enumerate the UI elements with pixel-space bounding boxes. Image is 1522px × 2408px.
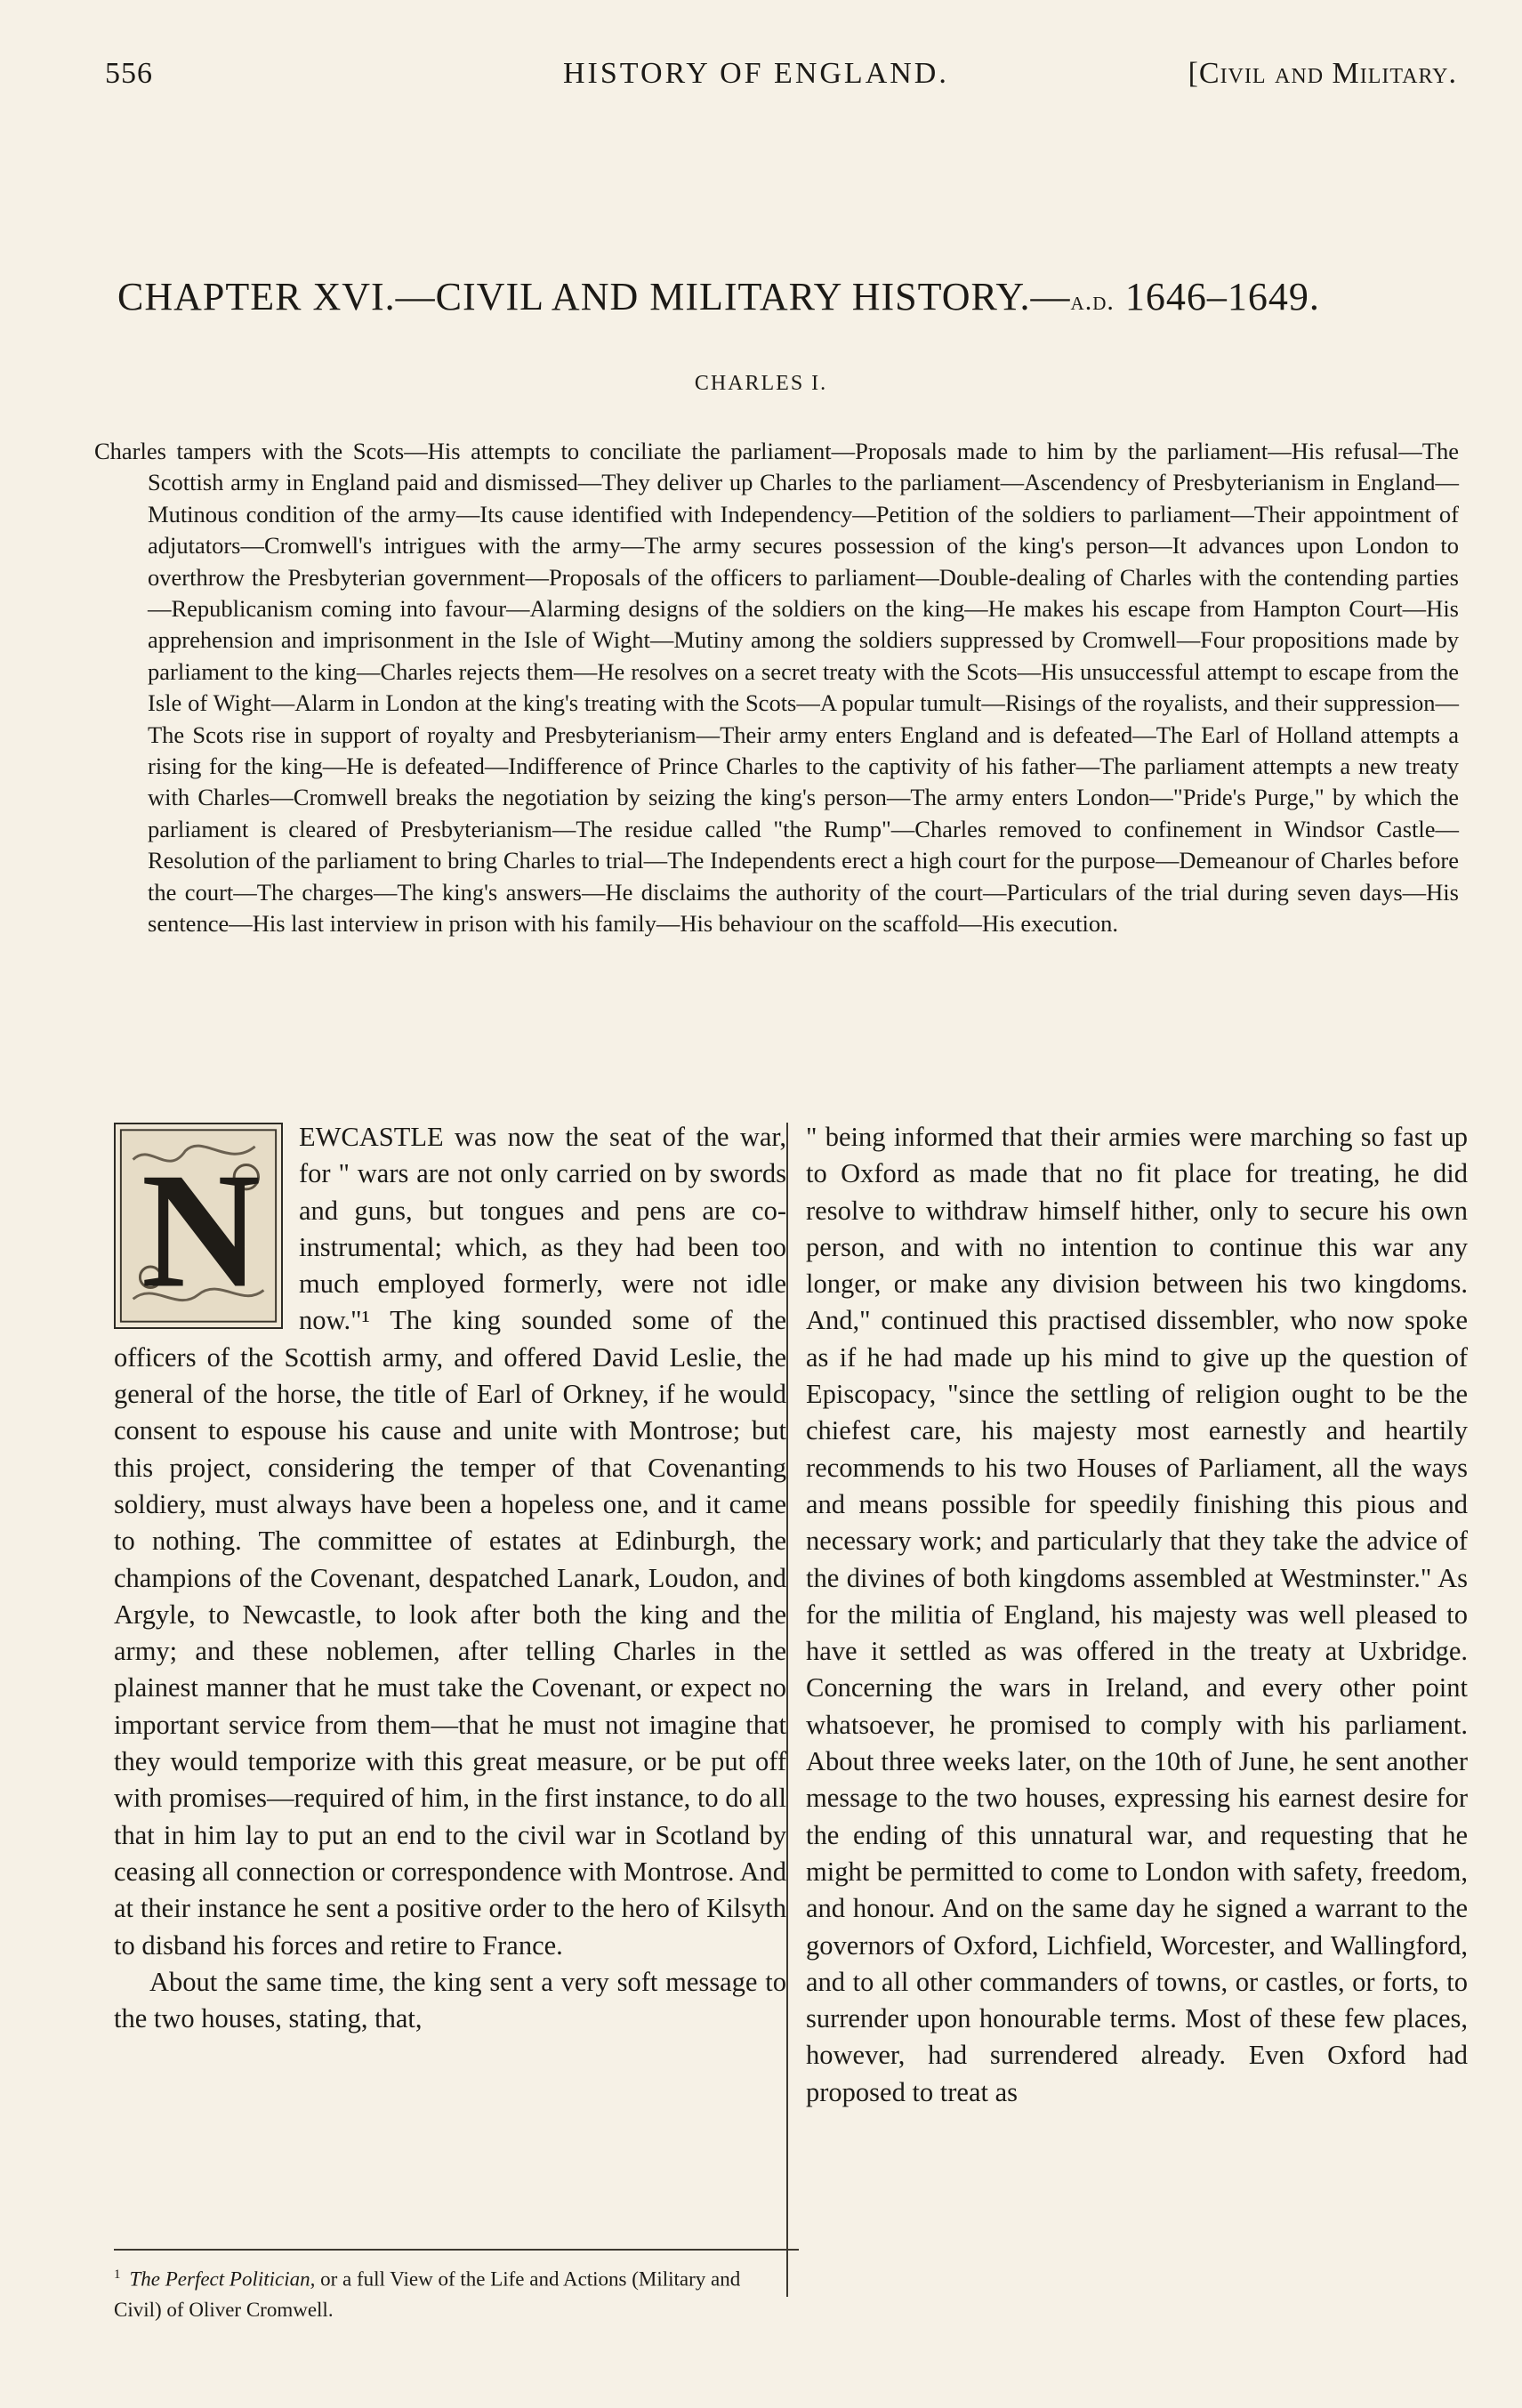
paragraph-2: About the same time, the king sent a very soft message to the two houses, stating, that, bbox=[114, 1966, 786, 2034]
column-divider bbox=[786, 1123, 788, 2297]
chapter-argument: Charles tampers with the Scots—His attempts to conciliate the parliament—Proposals made to him by the parliament—His refusal—The Scottish army in England paid and dismissed—They deliver up Charles to the parliament—Ascendency of Presbyterianism in England—Mutinous condition of the army—Its cause identified with Independency—Petition of the soldiers to parliament—Their appointment of adjutators—Cromwell's intrigues with the army—The army secures possession of the king's person—It advances upon London to overthrow the Presbyterian government—Proposals of the officers to parliament—Double-dealing of Charles with the contending parties—Republicanism coming into favour—Alarming designs of the soldiers on the king—He makes his escape from Hampton Court—His apprehension and imprisonment in the Isle of Wight—Mutiny among the soldiers suppressed by Cromwell—Four propositions made by parliament to the king—Charles rejects them—He resolves on a secret treaty with the Scots—His unsuccessful attempt to escape from the Isle of Wight—Alarm in London at the king's treating with the Scots—A popular tumult—Risings of the royalists, and their suppression—The Scots rise in support of royalty and Presbyterianism—Their army enters England and is defeated—The Earl of Holland attempts a rising for the king—He is defeated—Indifference of Prince Charles to the captivity of his father—The parliament attempts a new treaty with Charles—Cromwell breaks the negotiation by seizing the king's person—The army enters London—"Pride's Purge," by which the parliament is cleared of Presbyterianism—The residue called "the Rump"—Charles removed to confinement in Windsor Castle—Resolution of the parliament to bring Charles to trial—The Independents erect a high court for the purpose—Demeanour of Charles before the court—The charges—The king's answers—He disclaims the authority of the court—Particulars of the trial during seven days—His sentence—His last interview in prison with his family—His behaviour on the scaffold—His execution. bbox=[94, 438, 1459, 938]
paragraph-1: EWCASTLE was now the seat of the war, for " wars are not only carried on by swords and guns, but tongues and pens are co-instrumental; which, as they had been too much employed formerly, were not idle now."¹ The king sounded some of the officers of the Scottish army, and offered David Leslie, the general of the horse, the title of Earl of Orkney, if he would consent to espouse his cause and unite with Montrose; but this project, considering the temper of that Covenanting soldiery, must always have been a hopeless one, and it came to nothing. The committee of estates at Edinburgh, the champions of the Covenant, despatched Lanark, Loudon, and Argyle, to Newcastle, to look after both the king and the army; and these noblemen, after telling Charles in the plainest manner that he must take the Covenant, or expect no important service from them—that he must not imagine that they would temporize with this great measure, or be put off with promises—required of him, in the first instance, to do all that in him lay to put an end to the civil war in Scotland by ceasing all connection or correspondence with Montrose. And at their instance he sent a positive order to the hero of Kilsyth to disband his forces and retire to France. bbox=[114, 1122, 786, 1961]
right-column bbox=[806, 1119, 1468, 2111]
book-title: HISTORY OF ENGLAND. bbox=[563, 57, 949, 90]
ornamental-initial bbox=[114, 1123, 283, 1329]
section-title: [Civil and Military. bbox=[1188, 57, 1457, 90]
footnote-rule bbox=[114, 2249, 799, 2251]
chapter-years: 1646–1649. bbox=[1124, 275, 1320, 318]
svg-text:N: N bbox=[141, 1139, 262, 1323]
footnote bbox=[114, 2259, 790, 2325]
chapter-heading: CHAPTER XVI.—CIVIL AND MILITARY HISTORY.— bbox=[117, 275, 1071, 318]
page-number: 556 bbox=[105, 57, 153, 90]
chapter-title bbox=[117, 274, 1434, 319]
running-head bbox=[105, 57, 1457, 101]
left-column bbox=[114, 1119, 786, 2037]
ornamental-initial-n-icon bbox=[116, 1124, 281, 1327]
reign-title: CHARLES I. bbox=[694, 372, 828, 395]
footnote-title: The Perfect Politician, bbox=[129, 2267, 316, 2291]
footnote-mark: 1 bbox=[114, 2267, 121, 2282]
paragraph-3: " being informed that their armies were marching so fast up to Oxford as made that no fit place for treating, he did resolve to withdraw himself hither, only to secure his own person, and with no intention to continue this war any longer, or make any division between his two kingdoms. And," continued this practised dissembler, who now spoke as if he had made up his mind to give up the question of Episcopacy, "since the settling of religion ought to be the chiefest care, his majesty most earnestly and heartily recommends to his two Houses of Parliament, all the ways and means possible for speedily finishing this pious and necessary work; and particularly that they take the advice of the divines of both kingdoms assembled at Westminster." As for the militia of England, his majesty was well pleased to have it settled as was offered in the treaty at Uxbridge. Concerning the wars in Ireland, and every other point whatsoever, he promised to comply with his parliament. About three weeks later, on the 10th of June, he sent another message to the two houses, expressing his earnest desire for the ending of this unnatural war, and requesting that he might be permitted to come to London with safety, freedom, and honour. And on the same day he signed a warrant to the governors of Oxford, Lichfield, Worcester, and Wallingford, and to all other commanders of towns, or castles, or forts, to surrender upon honourable terms. Most of these few places, however, had surrendered already. Even Oxford had proposed to treat as bbox=[806, 1122, 1468, 2107]
footnote-text: or a full View of the Life and Actions (Military and Civil) of Oliver Cromwell. bbox=[114, 2267, 741, 2321]
chapter-ad-label: a.d. bbox=[1070, 286, 1115, 316]
